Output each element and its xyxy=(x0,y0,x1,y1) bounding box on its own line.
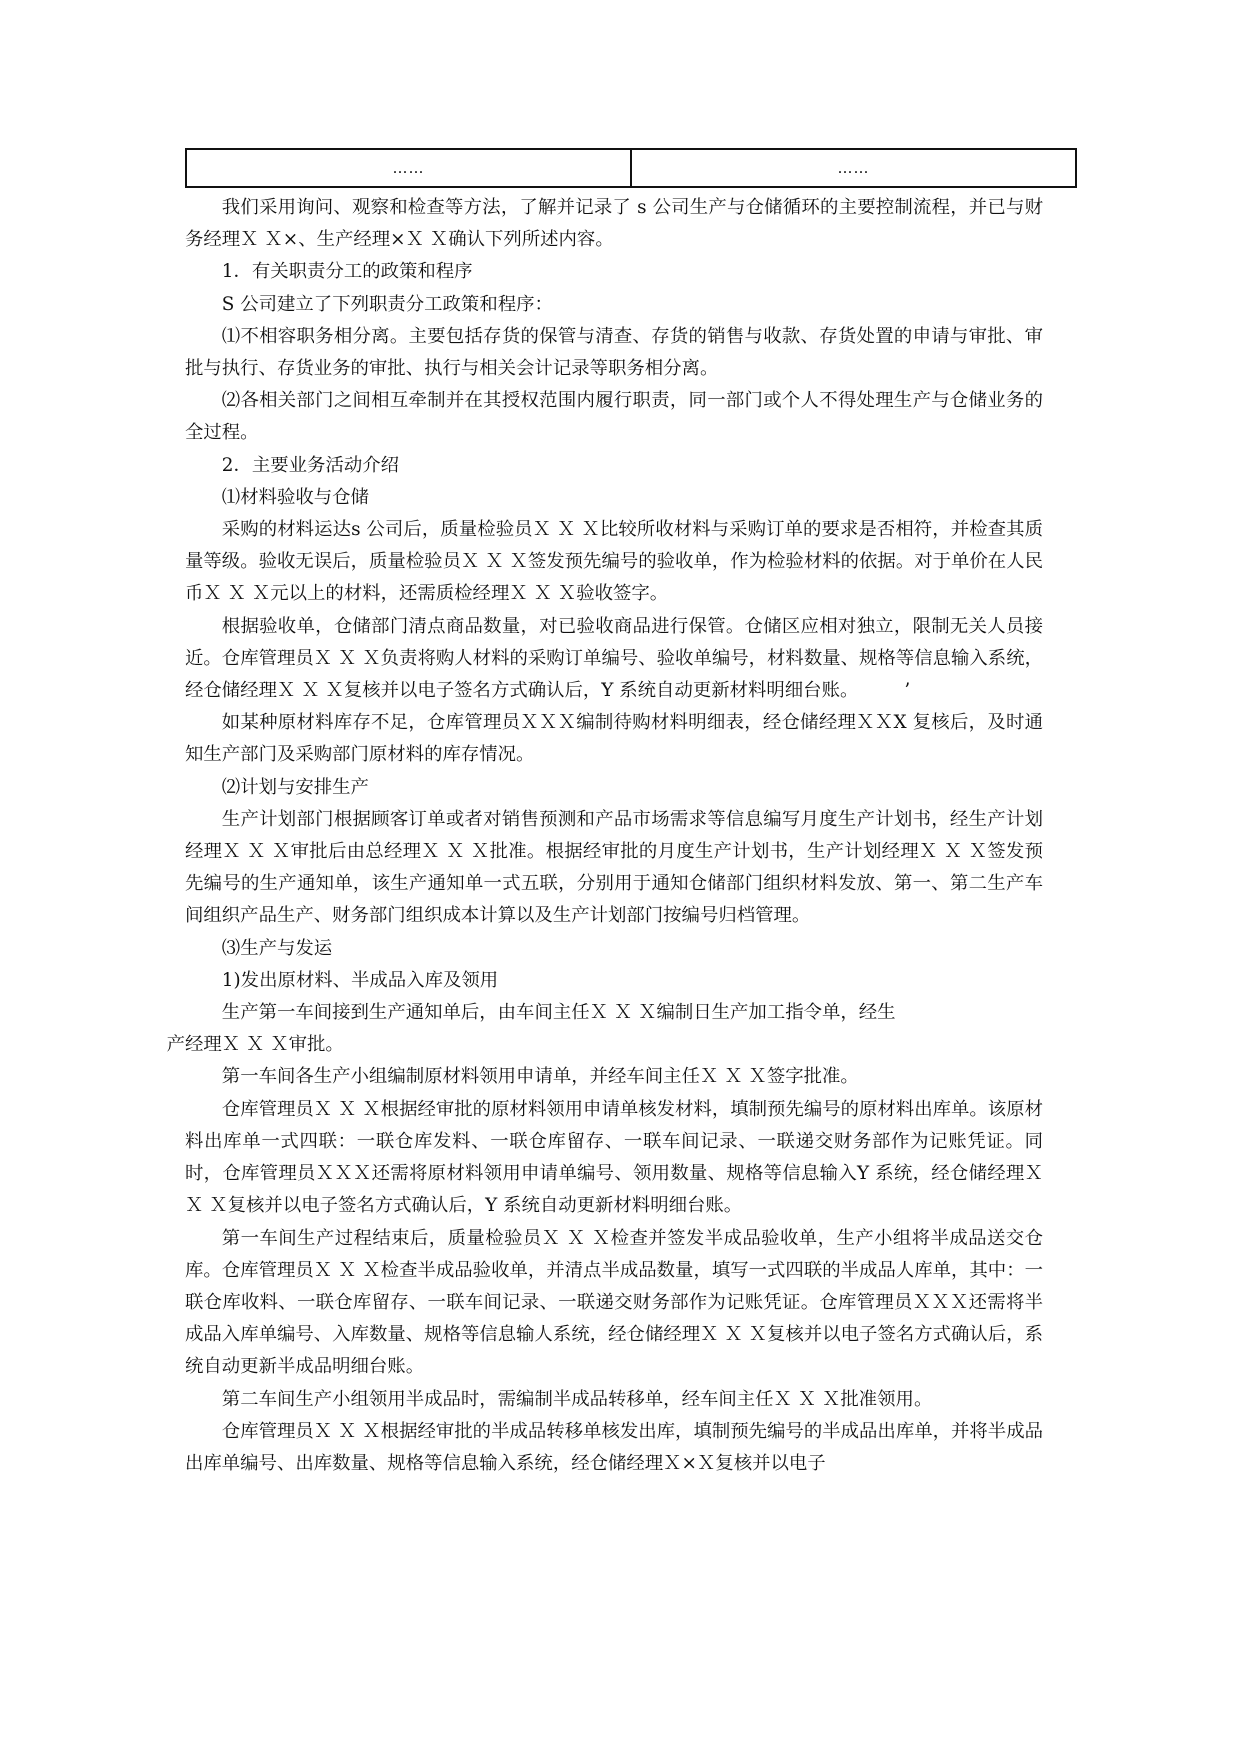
section-heading-2: 2．主要业务活动介绍 xyxy=(221,454,400,476)
body-paragraph: 生产第一车间接到生产通知单后，由车间主任Ｘ Ｘ Ｘ编制日生产加工指令单，经生 xyxy=(221,1002,896,1024)
body-paragraph: 仓库管理员Ｘ Ｘ Ｘ根据经审批的原材料领用申请单核发材料，填制预先编号的原材料出库单。该原材料出库单一式四联：一联仓库发料、一联仓库留存、一联车间记录、一联递交财务部作为记账凭证。同时，仓库管理员ＸＸＸ还需将原材料领用申请单编号、领用数量、规格等信息输入Y 系统，经仓储经理Ｘ Ｘ Ｘ复核并以电子签名方式确认后，Y 系统自动更新材料明细台账。 xyxy=(185,1098,1043,1217)
subsection-heading-2: ⑵计划与安排生产 xyxy=(221,776,369,798)
subsection-heading-3: ⑶生产与发运 xyxy=(221,937,333,959)
body-paragraph: 如某种原材料库存不足，仓库管理员ＸＸＸ编制待购材料明细表，经仓储经理ＸＸX 复核后，及时通知生产部门及采购部门原材料的库存情况。 xyxy=(185,712,1043,766)
policy-intro: S 公司建立了下列职责分工政策和程序： xyxy=(221,293,553,315)
body-paragraph: 采购的材料运达s 公司后，质量检验员Ｘ Ｘ Ｘ比较所收材料与采购订单的要求是否相符，并检查其质量等级。验收无误后，质量检验员Ｘ Ｘ Ｘ签发预先编号的验收单，作为检验材料的依据。对于单价在人民币Ｘ Ｘ Ｘ元以上的材料，还需质检经理Ｘ Ｘ Ｘ验收签字。 xyxy=(185,519,1043,605)
body-paragraph: 仓库管理员Ｘ Ｘ Ｘ根据经审批的半成品转移单核发出库，填制预先编号的半成品出库单，并将半成品出库单编号、出库数量、规格等信息输入系统，经仓储经理Ｘ×Ｘ复核并以电子 xyxy=(185,1420,1043,1474)
subsection-heading-1: ⑴材料验收与仓储 xyxy=(221,486,369,508)
policy-item-1: ⑴不相容职务相分离。主要包括存货的保管与清查、存货的销售与收款、存货处置的申请与审批、审批与执行、存货业务的审批、执行与相关会计记录等职务相分离。 xyxy=(185,325,1043,380)
body-paragraph-continuation: 产经理Ｘ Ｘ Ｘ审批。 xyxy=(166,1034,344,1056)
body-paragraph: 根据验收单，仓储部门清点商品数量，对已验收商品进行保管。仓储区应相对独立，限制无关人员接近。仓库管理员Ｘ Ｘ Ｘ负责将购人材料的采购订单编号、验收单编号，材料数量、规格等信息输入系统，经仓储经理Ｘ Ｘ Ｘ复核并以电子签名方式确认后，Y 系统自动更新材料明细台账。 ’ xyxy=(185,615,1043,702)
body-paragraph: 第二车间生产小组领用半成品时，需编制半成品转移单，经车间主任Ｘ Ｘ Ｘ批准领用。 xyxy=(221,1388,933,1410)
sub-subsection-heading-1: 1)发出原材料、半成品入库及领用 xyxy=(221,969,499,991)
body-paragraph: 生产计划部门根据顾客订单或者对销售预测和产品市场需求等信息编写月度生产计划书，经生产计划经理Ｘ Ｘ Ｘ审批后由总经理Ｘ Ｘ Ｘ批准。根据经审批的月度生产计划书，生产计划经理Ｘ Ｘ Ｘ签发预先编号的生产通知单，该生产通知单一式五联，分别用于通知仓储部门组织材料发放、第一、第二生产车间组织产品生产、财务部门组织成本计算以及生产计划部门按编号归档管理。 xyxy=(185,808,1043,927)
body-paragraph: 第一车间各生产小组编制原材料领用申请单，并经车间主任Ｘ Ｘ Ｘ签字批准。 xyxy=(221,1066,859,1088)
section-heading-1: 1．有关职责分工的政策和程序 xyxy=(221,261,473,283)
policy-item-2: ⑵各相关部门之间相互牵制并在其授权范围内履行职责，同一部门或个人不得处理生产与仓储业务的全过程。 xyxy=(185,390,1043,444)
document-body xyxy=(166,192,1043,1480)
body-paragraph: 第一车间生产过程结束后，质量检验员Ｘ Ｘ Ｘ检查并签发半成品验收单，生产小组将半成品送交仓库。仓库管理员Ｘ Ｘ Ｘ检查半成品验收单，并清点半成品数量，填写一式四联的半成品人库单，其中：一联仓库收料、一联仓库留存、一联车间记录、一联递交财务部作为记账凭证。仓库管理员ＸＸＸ还需将半成品入库单编号、入库数量、规格等信息输人系统，经仓储经理Ｘ Ｘ Ｘ复核并以电子签名方式确认后，系统自动更新半成品明细台账。 xyxy=(185,1227,1043,1378)
intro-paragraph: 我们采用询问、观察和检查等方法，了解并记录了 s 公司生产与仓储循环的主要控制流程，并已与财务经理Ｘ Ｘ×、生产经理×Ｘ Ｘ确认下列所述内容。 xyxy=(185,197,1043,251)
table-cell-right: …… xyxy=(630,150,1075,186)
summary-table xyxy=(185,148,1077,188)
table-cell-left: …… xyxy=(392,159,425,177)
